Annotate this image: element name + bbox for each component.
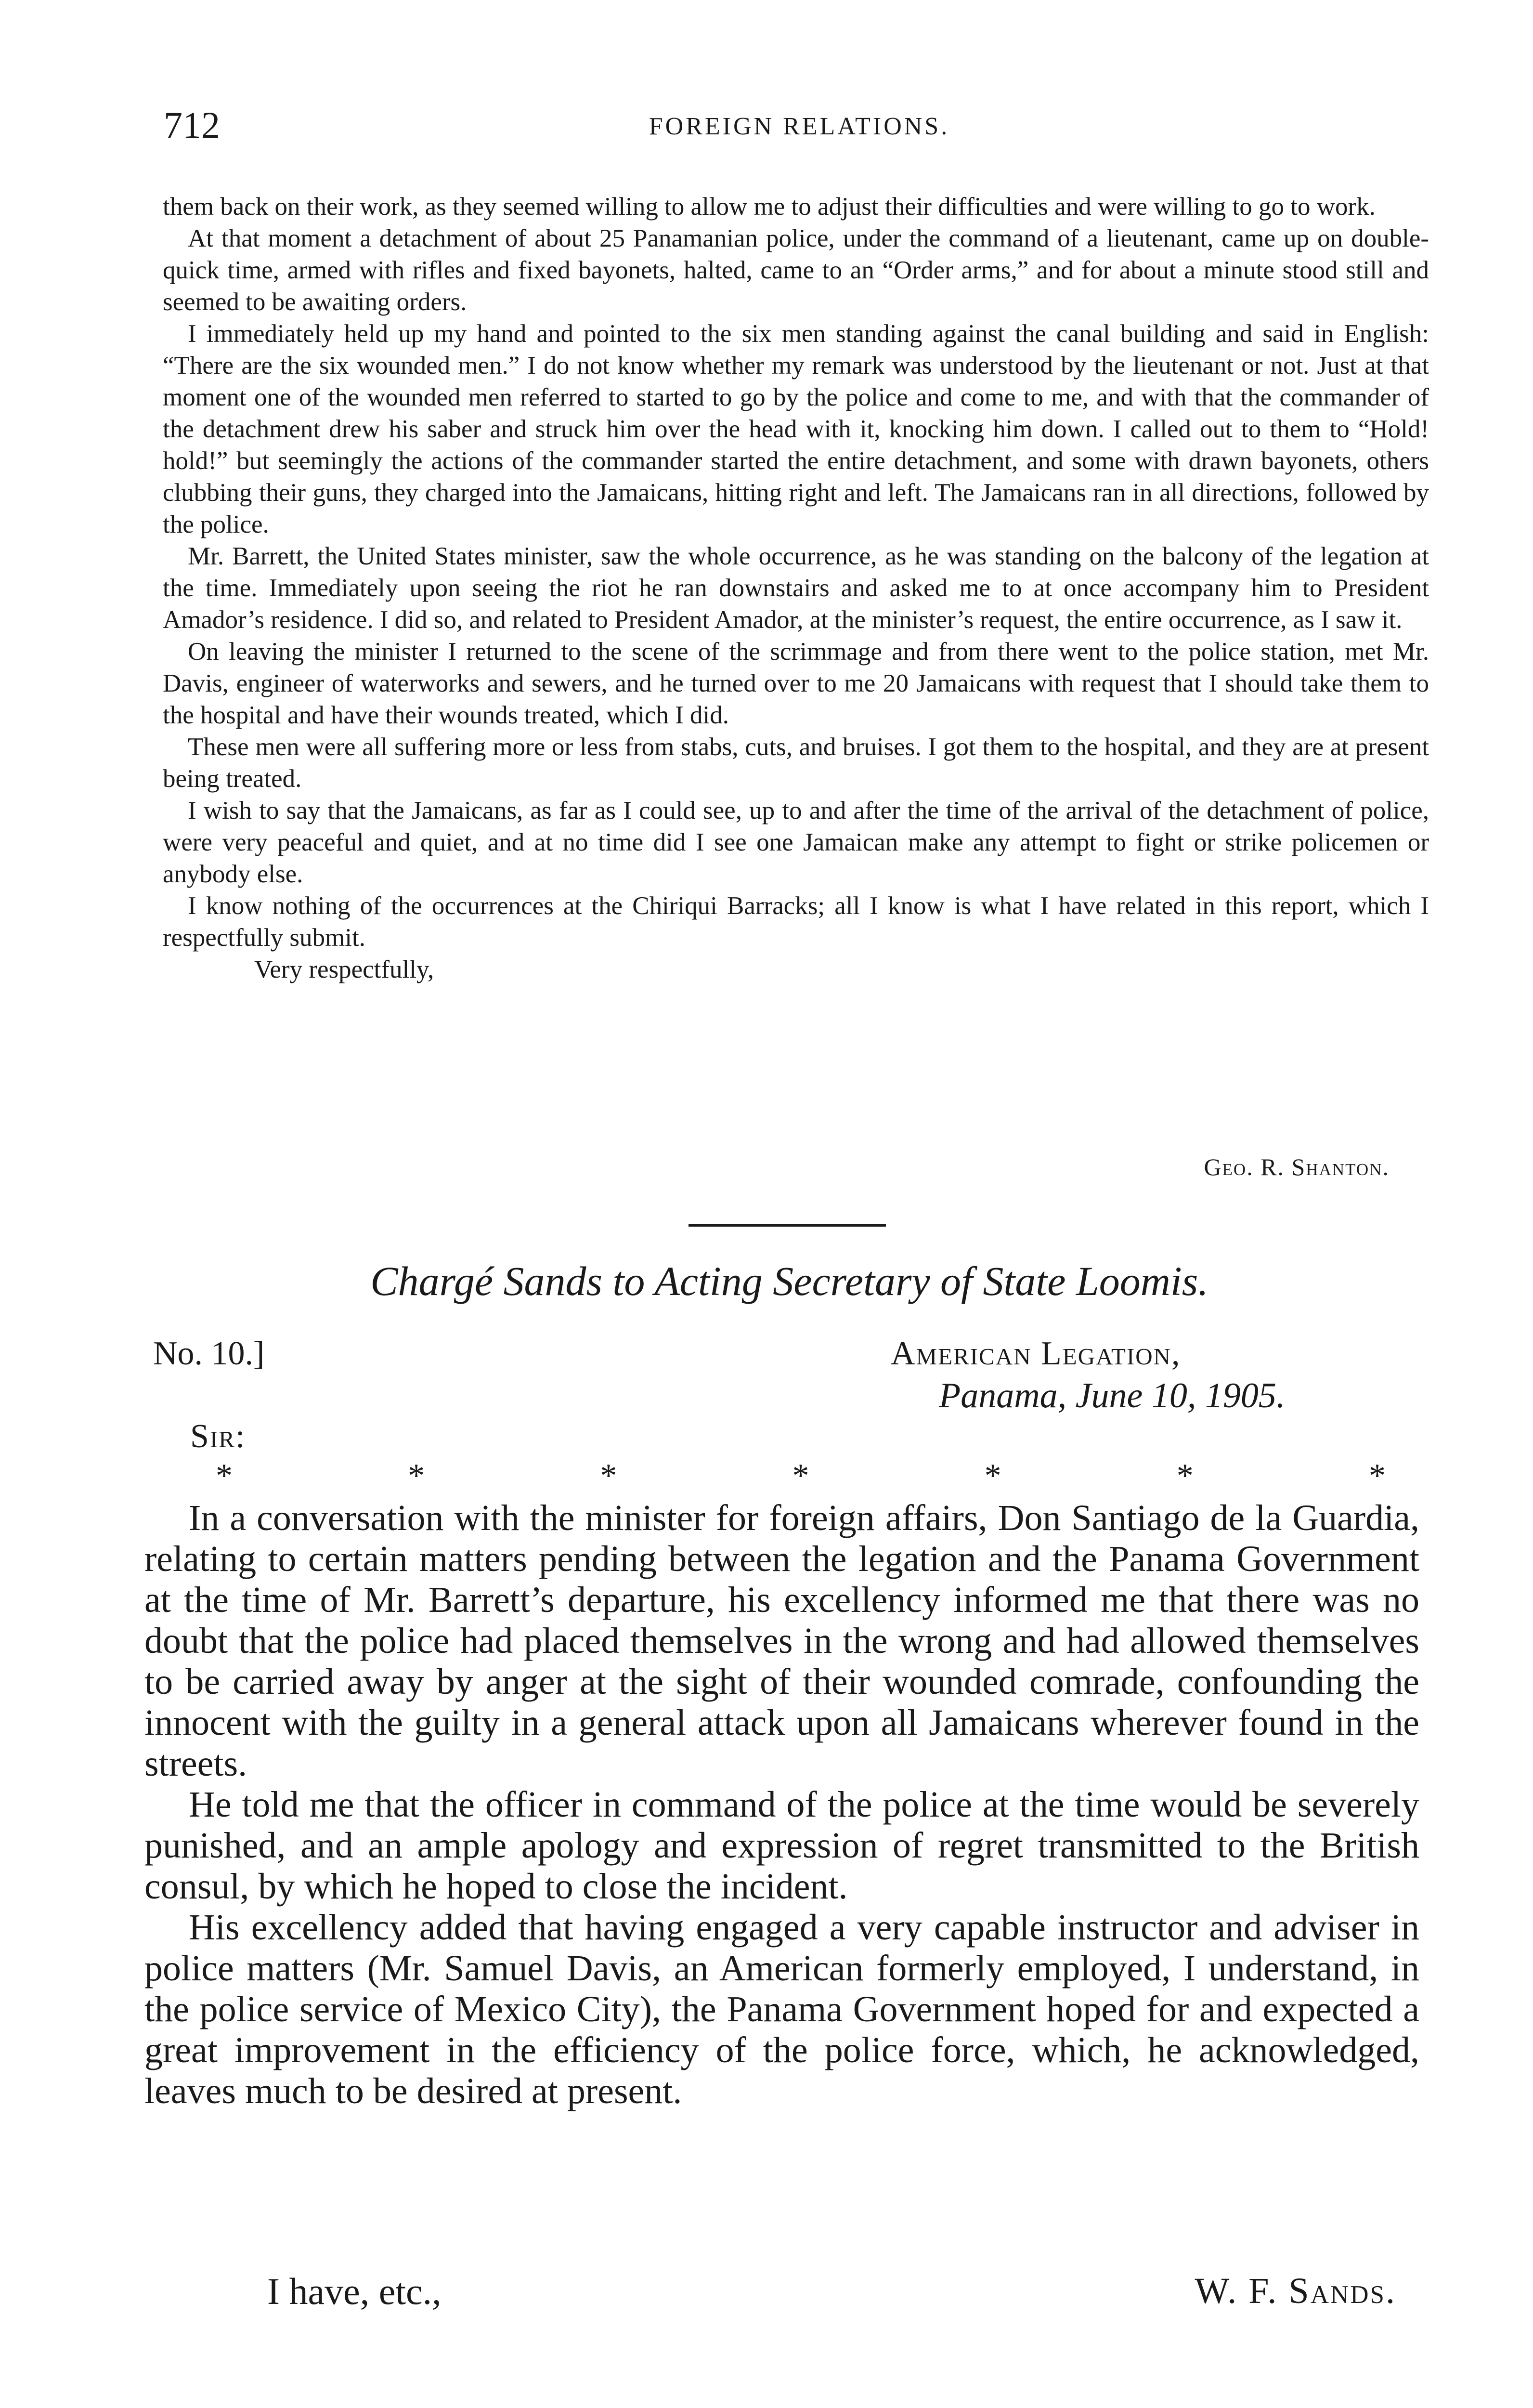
- report-paragraph: them back on their work, as they seemed willing to allow me to adjust their difficulties and were willing to go to work.: [163, 193, 1376, 221]
- report-paragraph: I wish to say that the Jamaicans, as far as I could see, up to and after the time of the arrival of the detachment of police, were very peaceful and quiet, and at no time did I see one Jamaican make any attempt to fight or strike policemen or anybody else.: [163, 797, 1429, 888]
- letter-paragraph: His excellency added that having engaged a very capable instructor and adviser in police matters (Mr. Samuel Davis, an American formerly employed, I understand, in the police service of Mexico City), the Panama Government hoped for and expected a great improvement in the efficiency of the police force, which, he acknowledged, leaves much to be desired at present.: [144, 1907, 1419, 2111]
- place-date: Panama, June 10, 1905.: [939, 1376, 1286, 1415]
- report-signature: Geo. R. Shanton.: [1204, 1153, 1390, 1180]
- report-paragraph: At that moment a detachment of about 25 Panamanian police, under the command of a lieutenant, came up on double-quick time, armed with rifles and fixed bayonets, halted, came to an “Order arms,” and for about a minute stood still and seemed to be awaiting orders.: [163, 224, 1429, 316]
- running-title: FOREIGN RELATIONS.: [649, 113, 950, 140]
- omission-marks: [216, 1454, 1386, 1498]
- asterisk: *: [984, 1457, 1001, 1494]
- asterisk: *: [1176, 1457, 1194, 1494]
- document-heading: Chargé Sands to Acting Secretary of State Loomis.: [370, 1258, 1208, 1304]
- salutation: Sir:: [190, 1418, 246, 1455]
- running-header: [164, 104, 1435, 147]
- asterisk: *: [792, 1457, 809, 1494]
- asterisk: *: [600, 1457, 617, 1494]
- report-paragraph: On leaving the minister I returned to the scene of the scrimmage and from there went to the police station, met Mr. Davis, engineer of waterworks and sewers, and he turned over to me 20 Jamaicans with request that I should take them to the hospital and have their wounds treated, which I did.: [163, 638, 1429, 729]
- report-paragraph: Mr. Barrett, the United States minister, saw the whole occurrence, as he was standing on the balcony of the legation at the time. Immediately upon seeing the riot he ran downstairs and asked me to at once accompany him to President Amador’s residence. I did so, and related to President Amador, at the minister’s request, the entire occurrence, as I saw it.: [163, 542, 1429, 634]
- sender-address: American Legation,: [891, 1335, 1181, 1372]
- report-body: [163, 191, 1429, 985]
- report-closing: Very respectfully,: [254, 955, 434, 983]
- page-number: 712: [164, 104, 220, 146]
- letter-paragraph: He told me that the officer in command of the police at the time would be severely punished, and an ample apology and expression of regret transmitted to the British consul, by which he hoped to close the incident.: [144, 1784, 1419, 1907]
- asterisk: *: [216, 1457, 233, 1494]
- letter-signature: W. F. Sands.: [1195, 2271, 1396, 2311]
- letter-closing: I have, etc.,: [267, 2270, 442, 2312]
- letter-body: [144, 1498, 1419, 2112]
- report-paragraph: I know nothing of the occurrences at the Chiriqui Barracks; all I know is what I have related in this report, which I respectfully submit.: [163, 892, 1429, 952]
- letter-closing-row: [144, 2268, 1425, 2316]
- asterisk: *: [1368, 1457, 1386, 1494]
- asterisk: *: [408, 1457, 425, 1494]
- report-paragraph: I immediately held up my hand and pointed to the six men standing against the canal building and said in English: “There are the six wounded men.” I do not know whether my remark was understood by the lieutenant or not. Just at that moment one of the wounded men referred to started to go by the police and come to me, and with that the commander of the detachment drew his saber and struck him over the head with it, knocking him down. I called out to them to “Hold! hold!” but seemingly the actions of the commander started the entire detachment, and some with drawn bayonets, others clubbing their guns, they charged into the Jamaicans, hitting right and left. The Jamaicans ran in all directions, followed by the police.: [163, 320, 1429, 538]
- document-number: No. 10.]: [153, 1335, 265, 1372]
- report-paragraph: These men were all suffering more or less from stabs, cuts, and bruises. I got them to the hospital, and they are at present being treated.: [163, 733, 1429, 793]
- section-divider: [689, 1224, 886, 1227]
- letter-paragraph: In a conversation with the minister for foreign affairs, Don Santiago de la Guardia, relating to certain matters pending between the legation and the Panama Government at the time of Mr. Barrett’s departure, his excellency informed me that there was no doubt that the police had placed themselves in the wrong and had allowed themselves to be carried away by anger at the sight of their wounded comrade, confounding the innocent with the guilty in a general attack upon all Jamaicans wherever found in the streets.: [144, 1498, 1419, 1784]
